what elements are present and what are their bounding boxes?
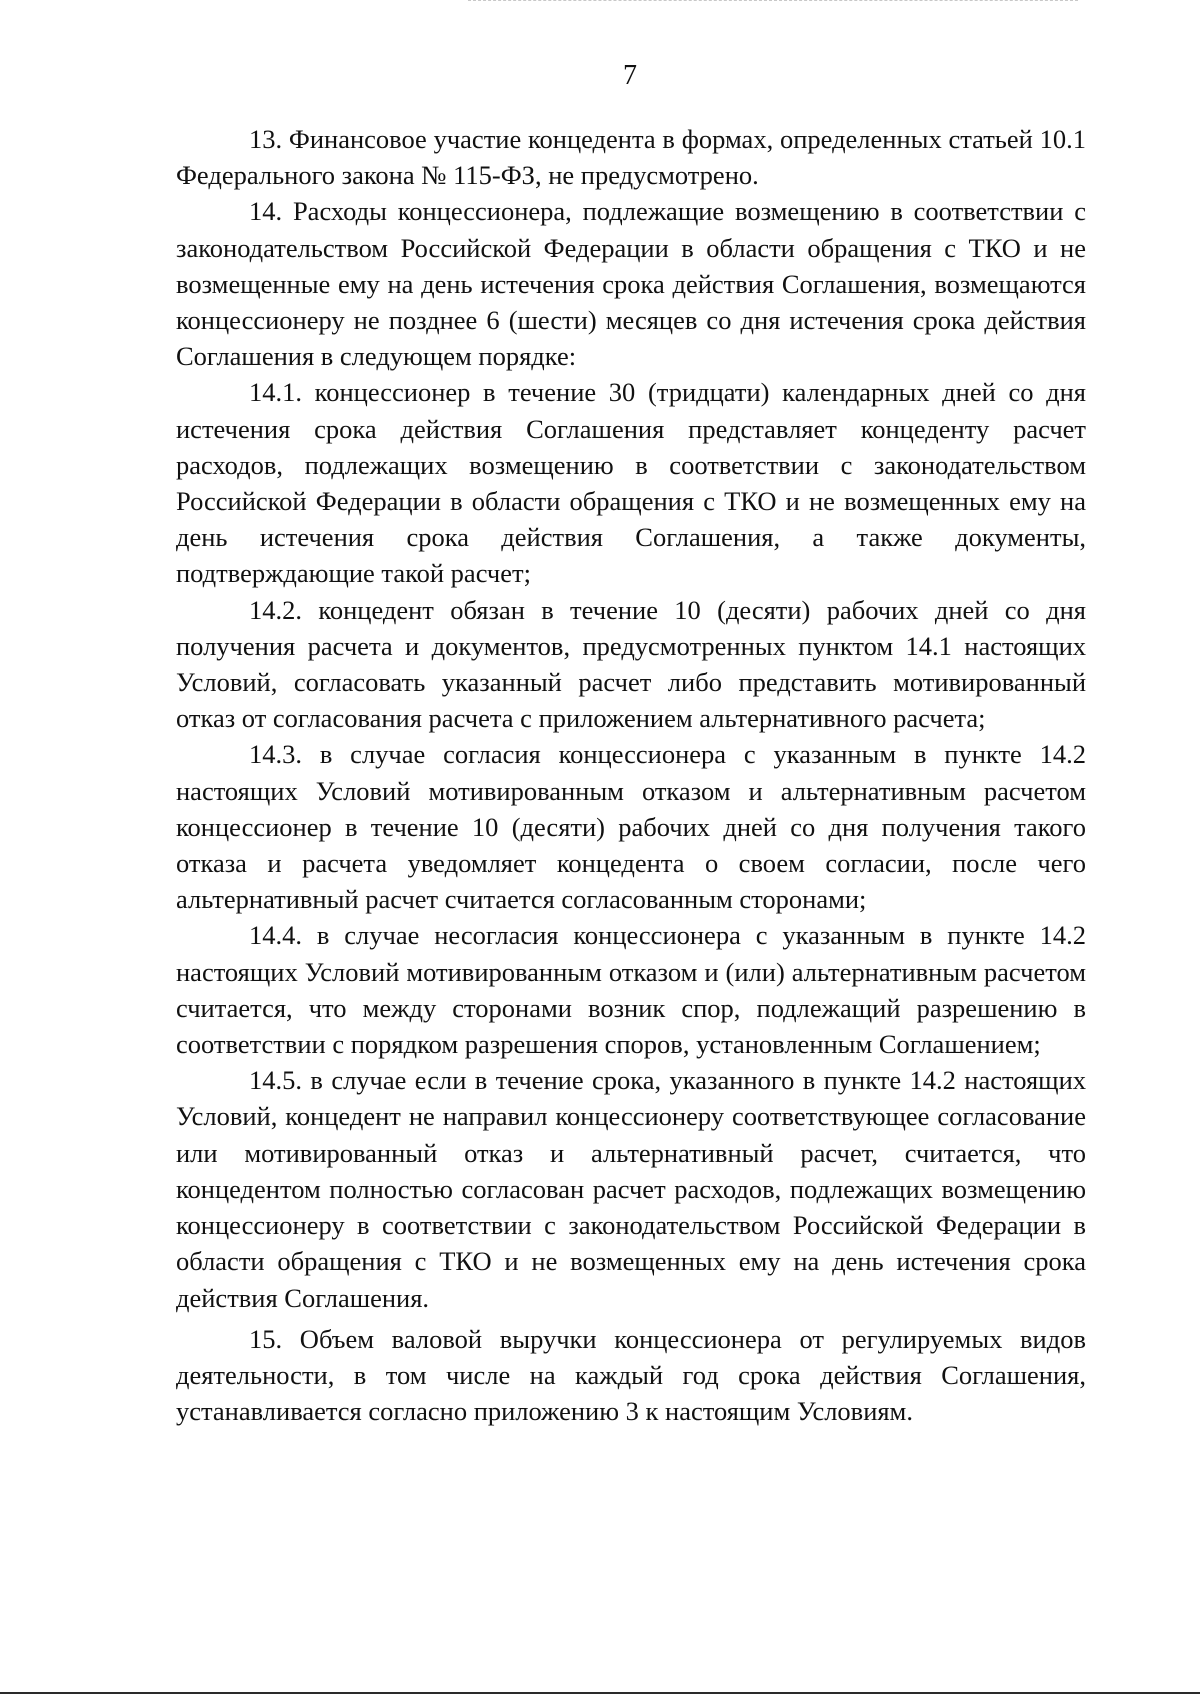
paragraph-14-2: 14.2. концедент обязан в течение 10 (десяти) рабочих дней со дня получения расчета и документов, предусмотренных пунктом 14.1 настоящих Условий, согласовать указанный расчет либо представить мотивированный отказ от согласования расчета с приложением альтернативного расчета; bbox=[176, 594, 1086, 734]
paragraph-13: 13. Финансовое участие концедента в формах, определенных статьей 10.1 Федерального закона № 115-ФЗ, не предусмотрено. bbox=[176, 124, 1086, 191]
paragraph-14-1: 14.1. концессионер в течение 30 (тридцати) календарных дней со дня истечения срока действия Соглашения представляет концеденту расчет расходов, подлежащих возмещению в соответствии с законодательством Российской Федерации в области обращения с ТКО и не возмещенных ему на день истечения срока действия Соглашения, а также документы, подтверждающие такой расчет; bbox=[176, 377, 1086, 589]
paragraph-14-3: 14.3. в случае согласия концессионера с указанным в пункте 14.2 настоящих Условий мотивированным отказом и альтернативным расчетом концессионер в течение 10 (десяти) рабочих дней со дня получения такого отказа и расчета уведомляет концедента о своем согласии, после чего альтернативный расчет считается согласованным сторонами; bbox=[176, 739, 1086, 915]
paragraph-14: 14. Расходы концессионера, подлежащие возмещению в соответствии с законодательством Российской Федерации в области обращения с ТКО и не возмещенные ему на день истечения срока действия Соглашения, возмещаются концессионеру не позднее 6 (шести) месяцев со дня истечения срока действия Соглашения в следующем порядке: bbox=[176, 196, 1086, 372]
document-body bbox=[176, 121, 1086, 1429]
paragraph-14-4: 14.4. в случае несогласия концессионера с указанным в пункте 14.2 настоящих Условий мотивированным отказом и (или) альтернативным расчетом считается, что между сторонами возник спор, подлежащий разрешению в соответствии с порядком разрешения споров, установленным Соглашением; bbox=[176, 920, 1086, 1060]
scan-edge-top bbox=[468, 0, 1078, 2]
paragraph-15: 15. Объем валовой выручки концессионера от регулируемых видов деятельности, в том числе на каждый год срока действия Соглашения, устанавливается согласно приложению 3 к настоящим Условиям. bbox=[176, 1323, 1086, 1427]
paragraph-14-5: 14.5. в случае если в течение срока, указанного в пункте 14.2 настоящих Условий, концедент не направил концессионеру соответствующее согласование или мотивированный отказ и альтернативный расчет, считается, что концедентом полностью согласован расчет расходов, подлежащих возмещению концессионеру в соответствии с законодательством Российской Федерации в области обращения с ТКО и не возмещенных ему на день истечения срока действия Соглашения. bbox=[176, 1065, 1086, 1313]
page-number: 7 bbox=[623, 60, 637, 91]
